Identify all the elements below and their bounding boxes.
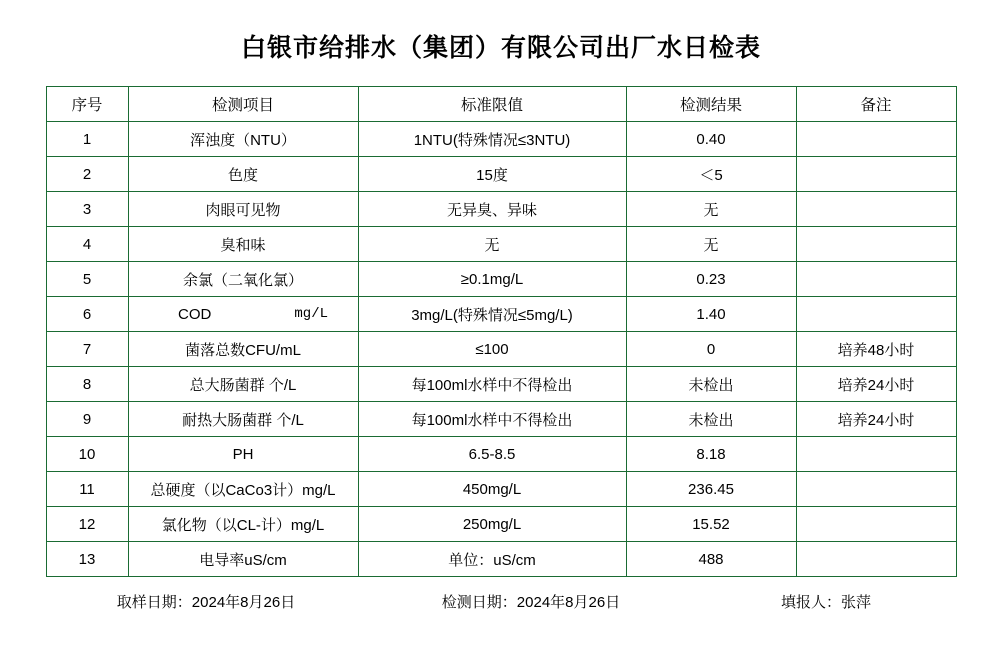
cell-no: 2	[46, 157, 128, 192]
cell-result: 15.52	[626, 507, 796, 542]
cell-item-text: COD	[178, 305, 212, 323]
table-row	[46, 297, 956, 332]
cell-standard: 单位：uS/cm	[358, 542, 626, 577]
cell-no: 9	[46, 402, 128, 437]
cell-standard: ≥0.1mg/L	[358, 262, 626, 297]
table-row	[46, 122, 956, 157]
cell-result: 488	[626, 542, 796, 577]
cell-remark: 培养24小时	[796, 402, 956, 437]
table-row	[46, 227, 956, 262]
cell-no: 13	[46, 542, 128, 577]
cell-item	[128, 297, 358, 332]
cell-result: 0.40	[626, 122, 796, 157]
cell-result: 0.23	[626, 262, 796, 297]
cell-remark	[796, 227, 956, 262]
table-row	[46, 542, 956, 577]
cell-no: 10	[46, 437, 128, 472]
column-header-result: 检测结果	[626, 87, 796, 122]
cell-item-label	[158, 306, 328, 323]
table-row	[46, 367, 956, 402]
cell-item: 余氯（二氧化氯）	[128, 262, 358, 297]
cell-no: 12	[46, 507, 128, 542]
cell-item: 总硬度（以CaCo3计）mg/L	[128, 472, 358, 507]
cell-no: 8	[46, 367, 128, 402]
cell-remark	[796, 262, 956, 297]
cell-no: 4	[46, 227, 128, 262]
cell-remark	[796, 507, 956, 542]
cell-result: 未检出	[626, 367, 796, 402]
cell-standard: 3mg/L(特殊情况≤5mg/L)	[358, 297, 626, 332]
cell-remark	[796, 472, 956, 507]
column-header-no: 序号	[46, 87, 128, 122]
column-header-remark: 备注	[796, 87, 956, 122]
cell-standard: 无	[358, 227, 626, 262]
cell-result: ＜5	[626, 157, 796, 192]
cell-result: 未检出	[626, 402, 796, 437]
cell-remark	[796, 157, 956, 192]
cell-result: 236.45	[626, 472, 796, 507]
cell-remark	[796, 297, 956, 332]
cell-item: 臭和味	[128, 227, 358, 262]
table-row	[46, 332, 956, 367]
cell-no: 7	[46, 332, 128, 367]
cell-standard: 1NTU(特殊情况≤3NTU)	[358, 122, 626, 157]
cell-item-unit: mg/L	[294, 305, 328, 322]
sampling-date: 取样日期：2024年8月26日	[116, 594, 296, 611]
cell-result: 无	[626, 227, 796, 262]
cell-item: 氯化物（以CL-计）mg/L	[128, 507, 358, 542]
table-row	[46, 507, 956, 542]
cell-standard: 每100ml水样中不得检出	[358, 402, 626, 437]
footer	[46, 591, 956, 612]
cell-item: 浑浊度（NTU）	[128, 122, 358, 157]
cell-standard: 每100ml水样中不得检出	[358, 367, 626, 402]
column-header-standard: 标准限值	[358, 87, 626, 122]
cell-remark: 培养48小时	[796, 332, 956, 367]
table-row	[46, 192, 956, 227]
cell-item: 耐热大肠菌群 个/L	[128, 402, 358, 437]
cell-result: 8.18	[626, 437, 796, 472]
reporter: 填报人：张萍	[780, 594, 871, 611]
test-date: 检测日期：2024年8月26日	[441, 594, 621, 611]
cell-standard: 无异臭、异味	[358, 192, 626, 227]
cell-no: 3	[46, 192, 128, 227]
cell-standard: ≤100	[358, 332, 626, 367]
cell-no: 1	[46, 122, 128, 157]
cell-remark	[796, 122, 956, 157]
cell-item: 电导率uS/cm	[128, 542, 358, 577]
table-row	[46, 402, 956, 437]
cell-standard: 450mg/L	[358, 472, 626, 507]
column-header-item: 检测项目	[128, 87, 358, 122]
document-page	[0, 28, 1002, 665]
cell-remark	[796, 542, 956, 577]
cell-result: 无	[626, 192, 796, 227]
cell-no: 11	[46, 472, 128, 507]
table-row	[46, 157, 956, 192]
table-row	[46, 472, 956, 507]
page-title: 白银市给排水（集团）有限公司出厂水日检表	[240, 35, 761, 62]
table-row	[46, 262, 956, 297]
table-header-row	[46, 87, 956, 122]
cell-item: 总大肠菌群 个/L	[128, 367, 358, 402]
cell-result: 1.40	[626, 297, 796, 332]
cell-standard: 250mg/L	[358, 507, 626, 542]
cell-standard: 6.5-8.5	[358, 437, 626, 472]
table-row	[46, 437, 956, 472]
cell-no: 6	[46, 297, 128, 332]
water-quality-table	[46, 86, 957, 577]
cell-item: 菌落总数CFU/mL	[128, 332, 358, 367]
cell-remark	[796, 437, 956, 472]
cell-remark	[796, 192, 956, 227]
cell-standard: 15度	[358, 157, 626, 192]
cell-result: 0	[626, 332, 796, 367]
cell-remark: 培养24小时	[796, 367, 956, 402]
cell-no: 5	[46, 262, 128, 297]
cell-item: 色度	[128, 157, 358, 192]
cell-item: 肉眼可见物	[128, 192, 358, 227]
cell-item: PH	[128, 437, 358, 472]
